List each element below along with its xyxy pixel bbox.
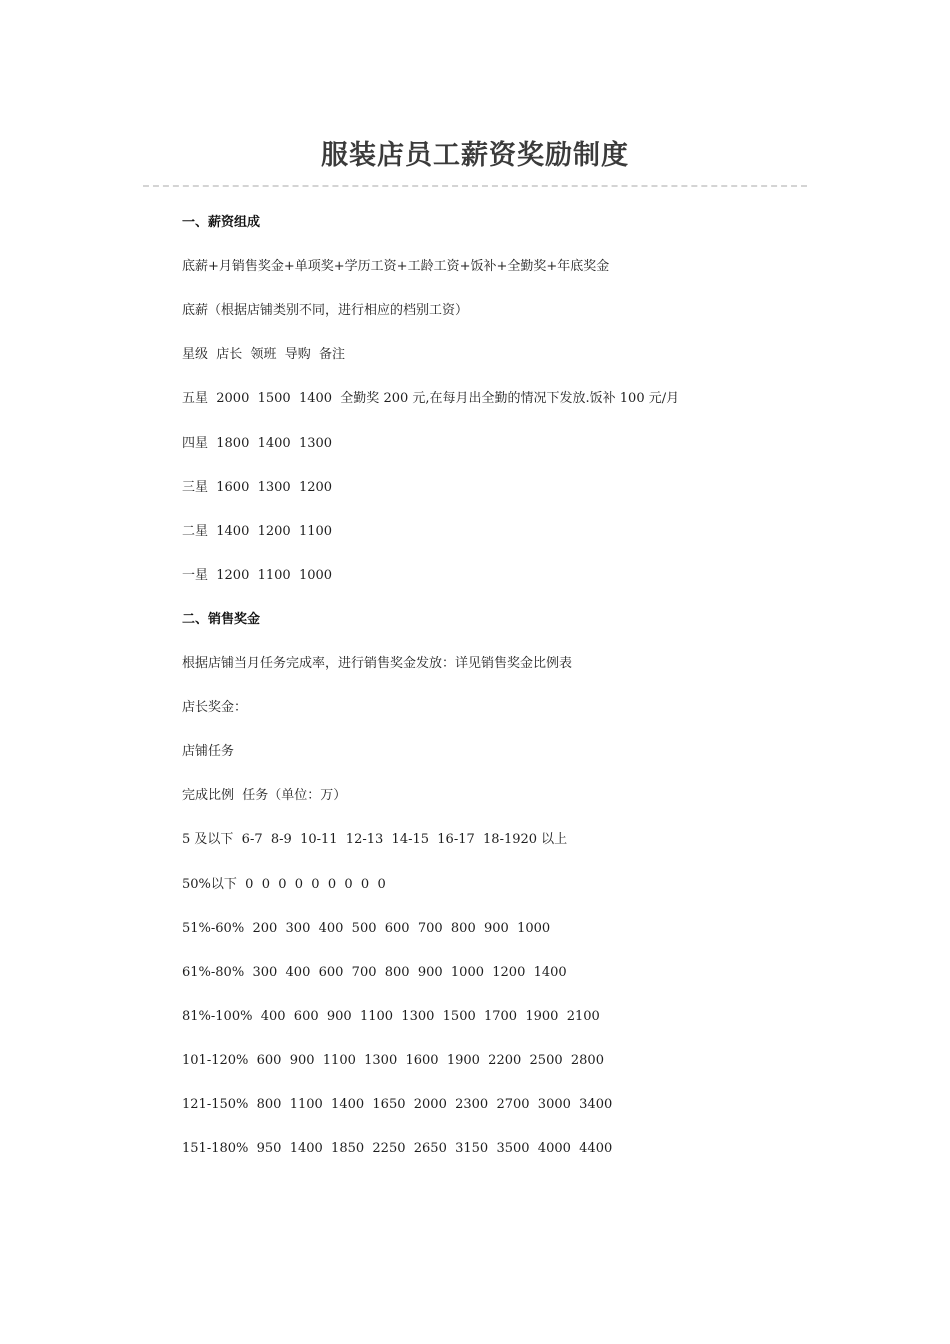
body-line: 61%-80% 300 400 600 700 800 900 1000 1200 1400 xyxy=(182,964,567,980)
body-line: 店铺任务 xyxy=(182,744,235,760)
body-line: 店长奖金： xyxy=(182,700,248,716)
body-line: 星级 店长 领班 导购 备注 xyxy=(182,347,346,363)
section-heading: 一、薪资组成 xyxy=(182,215,261,230)
section-heading: 二、销售奖金 xyxy=(182,611,261,627)
body-line: 51%-60% 200 300 400 500 600 700 800 900 1000 xyxy=(182,920,551,936)
body-line: 81%-100% 400 600 900 1100 1300 1500 1700 1900 2100 xyxy=(182,1008,600,1024)
body-line: 一星 1200 1100 1000 xyxy=(182,567,333,583)
body-line: 三星 1600 1300 1200 xyxy=(182,479,333,495)
body-line: 四星 1800 1400 1300 xyxy=(182,435,333,451)
document-title: 服装店员工薪资奖励制度 xyxy=(321,140,629,171)
body-line: 50%以下 0 0 0 0 0 0 0 0 0 xyxy=(182,876,386,892)
body-line: 完成比例 任务（单位：万） xyxy=(182,788,347,804)
body-line: 101-120% 600 900 1100 1300 1600 1900 2200 2500 2800 xyxy=(182,1052,604,1068)
body-line: 5 及以下 6-7 8-9 10-11 12-13 14-15 16-17 18-1920 以上 xyxy=(182,832,568,848)
title-divider xyxy=(143,185,807,187)
body-line: 根据店铺当月任务完成率，进行销售奖金发放：详见销售奖金比例表 xyxy=(182,656,573,671)
body-line: 五星 2000 1500 1400 全勤奖 200 元,在每月出全勤的情况下发放.饭补 100 元/月 xyxy=(182,391,680,407)
body-line: 121-150% 800 1100 1400 1650 2000 2300 2700 3000 3400 xyxy=(182,1097,613,1112)
body-line: 底薪（根据店铺类别不同，进行相应的档别工资） xyxy=(182,303,469,319)
body-line: 151-180% 950 1400 1850 2250 2650 3150 3500 4000 4400 xyxy=(182,1141,613,1157)
body-line: 底薪+月销售奖金+单项奖+学历工资+工龄工资+饭补+全勤奖+年底奖金 xyxy=(182,259,610,275)
body-line: 二星 1400 1200 1100 xyxy=(182,523,333,539)
